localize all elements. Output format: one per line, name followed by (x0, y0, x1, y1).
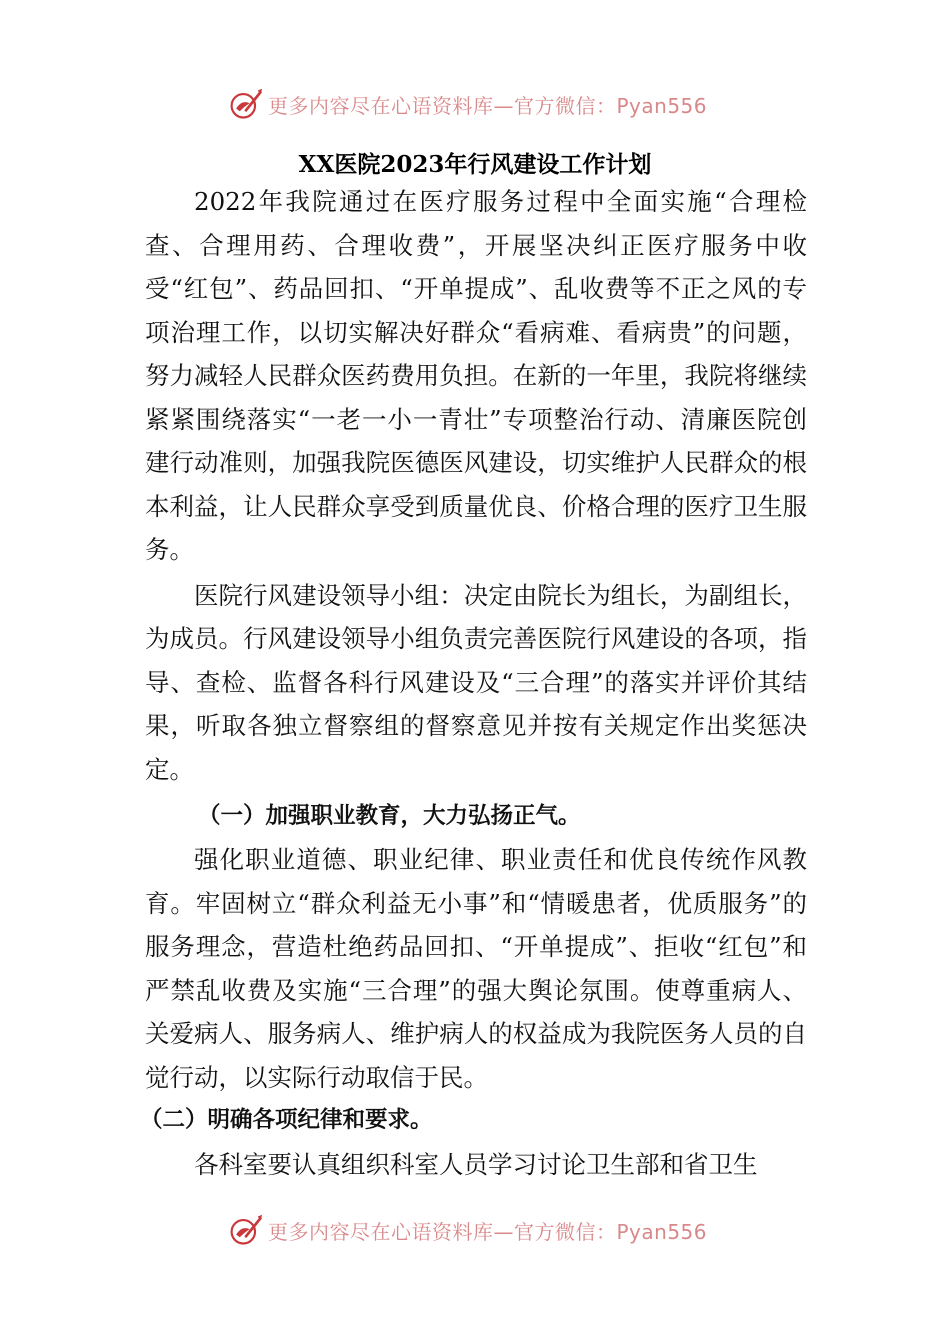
section-heading: （二）明确各项纪律和要求。 (140, 1107, 433, 1133)
paragraph: 强化职业道德、职业纪律、职业责任和优良传统作风教育。牢固树立“群众利益无小事”和“情暖患者，优质服务”的服务理念，营造杜绝药品回扣、“开单提成”、拒收“红包”和严禁乱收费及实施“三合理”的强大舆论氛围。使尊重病人、关爱病人、服务病人、维护病人的权益成为我院医务人员的自觉行动，以实际行动取信于民。 (145, 845, 807, 1092)
section-intro (145, 180, 807, 791)
watermark-banner-bottom (228, 1210, 707, 1250)
paragraph: 2022年我院通过在医疗服务过程中全面实施“合理检查、合理用药、合理收费”，开展坚决纠正医疗服务中收受“红包”、药品回扣、“开单提成”、乱收费等不正之风的专项治理工作，以切实解决好群众“看病难、看病贵”的问题，努力减轻人民群众医药费用负担。在新的一年里，我院将继续紧紧围绕落实“一老一小一青壮”专项整治行动、清廉医院创建行动准则，加强我院医德医风建设，切实维护人民群众的根本利益，让人民群众享受到质量优良、价格合理的医疗卫生服务。 (145, 187, 807, 564)
watermark-banner-top (228, 84, 707, 124)
section-heading: （一）加强职业教育，大力弘扬正气。 (198, 803, 581, 829)
paragraph: 各科室要认真组织科室人员学习讨论卫生部和省卫生 (194, 1150, 758, 1179)
document-title: XX医院2023年行风建设工作计划 (298, 151, 652, 178)
section-heading-2-wrap (140, 1099, 802, 1143)
pen-logo-icon (228, 86, 264, 122)
watermark-text: 更多内容尽在心语资料库—官方微信：Pyan556 (268, 93, 708, 118)
section-heading-1-wrap (198, 795, 860, 839)
section-2-body (145, 1143, 807, 1187)
watermark-text: 更多内容尽在心语资料库—官方微信：Pyan556 (268, 1219, 708, 1244)
paragraph: 医院行风建设领导小组：决定由院长为组长，为副组长，为成员。行风建设领导小组负责完善医院行风建设的各项，指导、查检、监督各科行风建设及“三合理”的落实并评价其结果，听取各独立督察组的督察意见并按有关规定作出奖惩决定。 (145, 580, 807, 784)
section-1-body (145, 838, 807, 1099)
pen-logo-icon (228, 1212, 264, 1248)
